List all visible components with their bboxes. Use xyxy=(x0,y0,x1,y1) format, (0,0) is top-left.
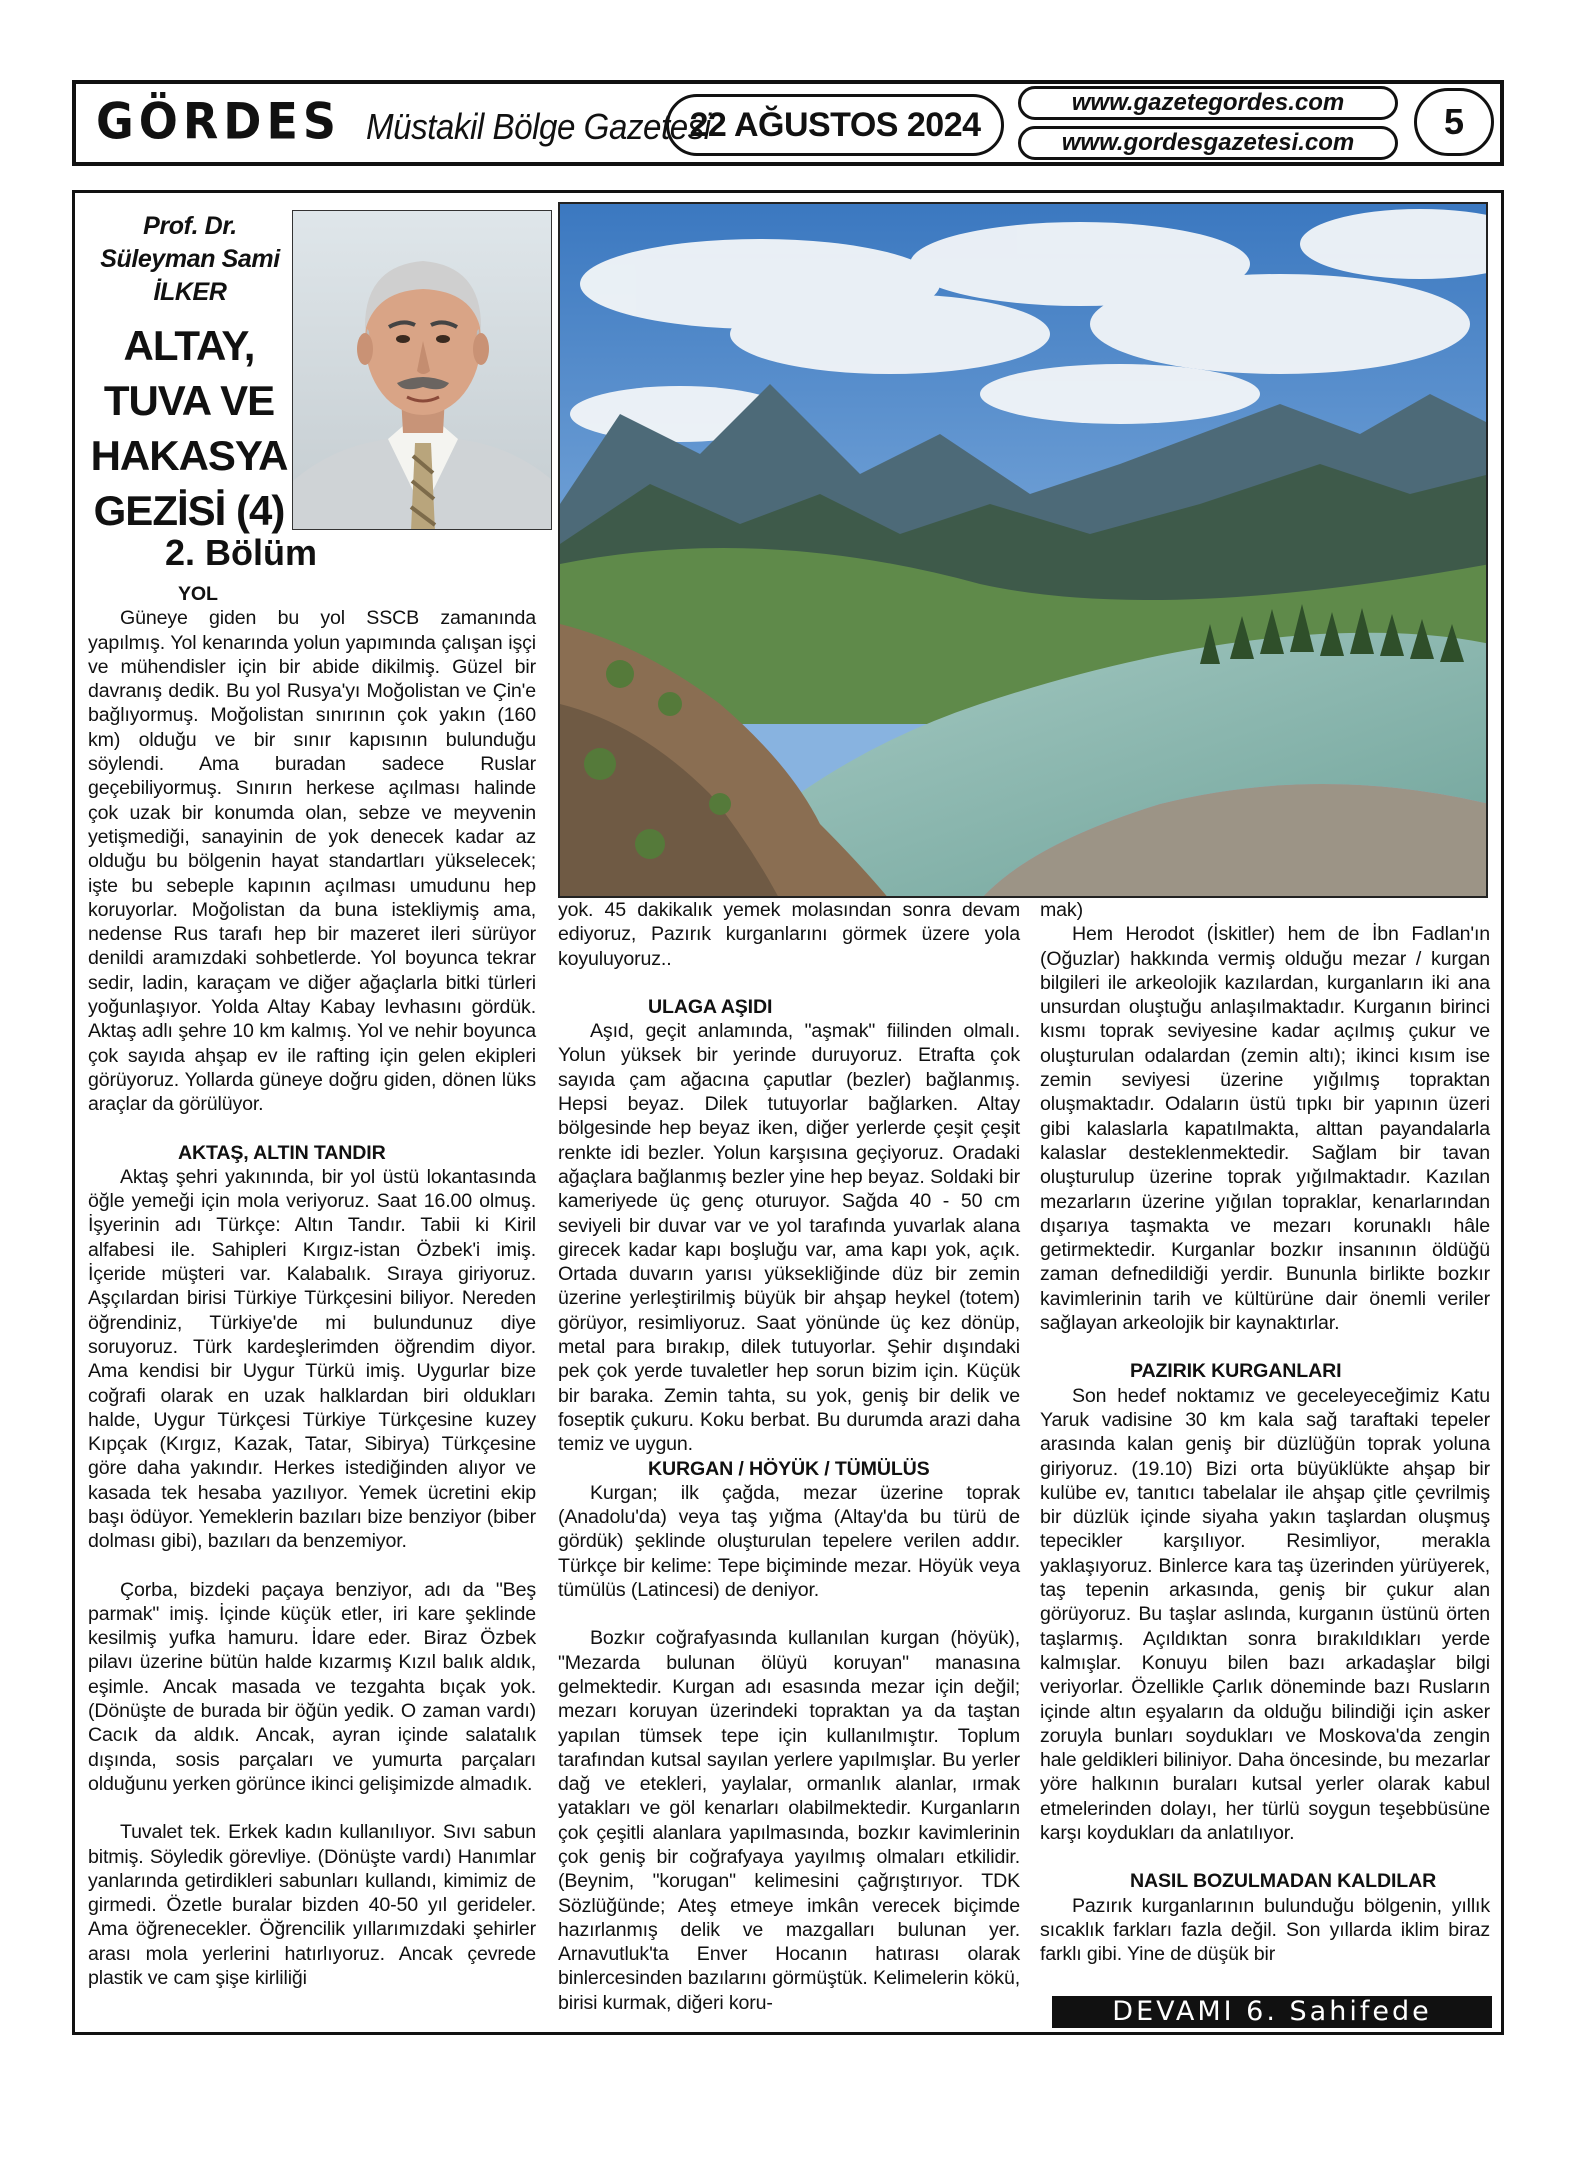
author-portrait-image xyxy=(293,211,552,530)
paragraph: yok. 45 dakikalık yemek molasından sonra devam ediyoruz, Pazırık kurganlarını görmek üzere yola koyuluyoruz.. xyxy=(558,899,1020,970)
section-heading: 2. Bölüm xyxy=(165,532,318,573)
newspaper-name: GÖRDES xyxy=(96,91,342,151)
subheading-ulaga: ULAGA AŞIDI xyxy=(648,995,773,1018)
author-title: Prof. Dr. xyxy=(143,212,237,240)
title-line: TUVA VE xyxy=(103,377,275,424)
page-number: 5 xyxy=(1414,88,1494,156)
paragraph: Güneye giden bu yol SSCB zamanında yapılmış. Yol kenarında yolun yapımında çalışan işçi ve mühendisler için bir abide dikilmiş. Güzel bir davranış dedik. Bu yol Rusya'yı Moğolistan ve Çin'e bağlıyormuş. Moğolistan sınırının çok yakın (160 km) olduğu ve bir sınır kapısının bulunduğu söylendi. Ama buradan sadece Ruslar geçebiliyormuş. Sınırın herkese açılması halinde çok uzak bir konumda olan, sebze ve meyvenin yetişmediği, sanayinin de yok denecek kadar az olduğu bu bölgenin hayat standartları yükselecek; işte bu sebeple kapının açılması umudunu hep koruyorlar. Moğolistan da buna istekliymiş ama, nedense Rus tarafı hep bir mazeret ileri sürüyor denildi aramızdaki sohbetlerde. Yol boyunca tekrar sedir, ladin, karaçam ve diğer ağaçlarla bitki türleri yoğunlaşıyor. Yolda Altay Kabay levhasını gördük. Aktaş adlı şehre 10 km kalmış. Yol ve nehir boyunca çok sayıda ahşap ev ile rafting için gelen ekipleri görüyoruz. Yollarda güneye doğru giden, dönen lüks araçlar da görülüyor. xyxy=(88,607,536,1116)
website-link-1[interactable]: www.gazetegordes.com xyxy=(1018,86,1398,120)
article-title xyxy=(84,318,294,538)
title-line: HAKASYA xyxy=(90,432,288,479)
title-line: GEZİSİ (4) xyxy=(93,487,285,534)
newspaper-subtitle: Müstakil Bölge Gazetesi xyxy=(366,106,711,147)
column-1 xyxy=(88,582,536,1990)
subheading-aktas: AKTAŞ, ALTIN TANDIR xyxy=(178,1141,386,1164)
paragraph: Pazırık kurganlarının bulunduğu bölgenin, yıllık sıcaklık farkları fazla değil. Son yıllarda iklim biraz farklı gibi. Yine de düşük bir xyxy=(1040,1894,1490,1966)
continued-on-page-banner: DEVAMI 6. Sahifede xyxy=(1052,1996,1492,2028)
paragraph: Bozkır coğrafyasında kullanılan kurgan (höyük), "Mezarda bulunan ölüyü koruyan" manasına gelmektedir. Kurgan adı esasında mezar için değil; mezarı koruyan üzerindeki topraktan ya da taştan yapılan tümsek tepe için kullanılmıştır. Toplum tarafından kutsal sayılan yerlere yapılmışlar. Bu yerler dağ ve etekleri, yaylalar, ormanlık alanlar, ırmak yatakları ve göl kenarları olabilmektedir. Kurganların çok çeşitli alanlara yapılmasında, bozkır kavimlerinin çok geniş bir coğrafyaya yayılmış olmaları etkilidir. (Beynim, "korugan" kelimesini çağrıştırıyor. TDK Sözlüğünde; Ateş etmeye imkân verecek biçimde hazırlanmış delik ve mazgalları bulunan yer. Arnavutluk'ta Enver Hocanın hatırası olarak binlercesinden bazılarını görmüştük. Kelimelerin kökü, birisi kurmak, diğeri koru- xyxy=(558,1627,1020,2014)
subheading-kurgan: KURGAN / HÖYÜK / TÜMÜLÜS xyxy=(648,1457,930,1480)
altay-river-valley-image xyxy=(560,204,1488,898)
author-portrait xyxy=(292,210,552,530)
landscape-photo xyxy=(558,202,1488,898)
paragraph: mak) xyxy=(1040,899,1083,921)
author-byline xyxy=(90,210,290,309)
subheading-nasil: NASIL BOZULMADAN KALDILAR xyxy=(1130,1870,1437,1893)
website-link-2[interactable]: www.gordesgazetesi.com xyxy=(1018,126,1398,160)
paragraph: Aşıd, geçit anlamında, "aşmak" fiilinden olmalı. Yolun yüksek bir yerinde duruyoruz. Etrafta çok sayıda çam ağacına çaputlar (bezler) bağlanmış. Hepsi beyaz. Dilek tutuyorlar bağlarken. Altay bölgesinde hep beyaz iken, diğer yerlerde çeşit çeşit renkte idi bezler. Yolun karşısına geçiyoruz. Oradaki ağaçlara bağlanmış bezler yine hep beyaz. Soldaki bir kameriyede üç genç oturuyor. Sağda 40 - 50 cm seviyeli bir duvar var ve yol tarafında yuvarlak alana girecek kadar kapı boşluğu var, ama kapı yok, açık. Ortada duvarın yarısı yüksekliğinde düz bir zemin üzerine yerleştirilmiş büyük bir ahşap heykel (totem) görüyor, resimliyoruz. Saat yönünde üç kez dönüp, metal para bırakıp, dilek tutuyorlar. Şehir dışındaki pek çok yerde tuvaletler hep sorun bizim için. Küçük bir baraka. Zemin tahta, su yok, geniş bir delik ve foseptik çukuru. Koku berbat. Bu durumda arazi daha temiz ve uygun. xyxy=(558,1020,1020,1456)
subheading-pazirik: PAZIRIK KURGANLARI xyxy=(1130,1360,1342,1383)
author-surname: İLKER xyxy=(153,278,227,306)
subheading-yol: YOL xyxy=(178,583,218,605)
paragraph: Çorba, bizdeki paçaya benziyor, adı da "Beş parmak" imiş. İçinde küçük etler, iri kare şeklinde kesilmiş yufka hamuru. İdare eder. Biraz Özbek pilavı üzerine bütün halde kızarmış Kızıl balık aldık, eşimle. Ancak masada ve tezgahta bıçak yok. (Dönüşte de burada bir öğün yedik. O zaman vardı) Cacık da aldık. Ancak, ayran içinde salatalık dışında, sosis parçaları ve yumurta parçaları olduğunu yerken görünce ikinci gelişimizde almadık. xyxy=(88,1578,536,1795)
masthead xyxy=(72,80,1504,166)
issue-date: 22 AĞUSTOS 2024 xyxy=(666,94,1004,156)
column-2 xyxy=(558,898,1020,2015)
column-3 xyxy=(1040,898,1490,1966)
author-name: Süleyman Sami xyxy=(100,245,280,273)
paragraph: Son hedef noktamız ve geceleyeceğimiz Katu Yaruk vadisine 30 km kala sağ taraftaki tepeler arasında kalan geniş bir düzlüğün toprak yoluna giriyoruz. (19.10) Bizi orta büyüklükte ahşap bir kulübe ev, tanıtıcı tabelalar ile ahşap çitle çevrilmiş bir düzlük içinde siyaha yakın taşlardan oluşmuş tepecikler karşılıyor. Resimliyor, merakla yaklaşıyoruz. Binlerce kara taş üzerinden yürüyerek, taş tepenin arkasında, geniş bir çukur alan görüyoruz. Bu taşlar aslında, kurganın üstünü örten taşlarmış. Açıldıktan sonra bırakıldıkları yerde kalmışlar. Konuyu bilen bazı arkadaşlar bilgi veriyorlar. Özellikle Çarlık döneminde bazı Rusların içinde altın eşyaların da olduğu bilindiği için asker zoruyla bunları soydukları ve Moskova'da zengin hale geldikleri biliniyor. Daha öncesinde, bu mezarlar yöre halkının buraları kutsal yerler olarak kabul etmelerinden dolayı, her türlü soygun teşebbüsüne karşı koydukları da anlatılıyor. xyxy=(1040,1384,1490,1844)
paragraph: Kurgan; ilk çağda, mezar üzerine toprak (Anadolu'da) veya taş yığma (Altay'da bu türü de gördük) şeklinde oluşturulan tepelere verilen addır. Türkçe bir kelime: Tepe biçiminde mezar. Höyük veya tümülüs (Latincesi) de deniyor. xyxy=(558,1481,1020,1602)
paragraph: Aktaş şehri yakınında, bir yol üstü lokantasında öğle yemeği için mola veriyoruz. Saat 16.00 olmuş. İşyerinin adı Türkçe: Altın Tandır. Tabii ki Kiril alfabesi ile. Sahipleri Kırgız-istan Özbek'i imiş. İçeride müşteri var. Kalabalık. Sıraya giriyoruz. Aşçılardan birisi Türkiye Türkçesini biliyor. Nereden öğrendiniz, Türkiye'de mi bulundunuz diye soruyoruz. Türk kardeşlerimden öğrendim diyor. Ama kendisi bir Uygur Türkü imiş. Uygurlar bize coğrafi olarak en uzak halklardan biri oldukları halde, Uygur Türkçesi Türkiye Türkçesine kuzey Kıpçak (Kırgız, Kazak, Tatar, Sibirya) Türkçesine göre daha yakındır. Herkes istediğinden alıyor ve kasada tek hesaba yazılıyor. Yemek ücretini ekip başı ödüyor. Yemeklerin bazıları bize benziyor (biber dolması gibi), bazıları da benzemiyor. xyxy=(88,1165,536,1553)
title-line: ALTAY, xyxy=(123,322,255,369)
paragraph: Tuvalet tek. Erkek kadın kullanılıyor. Sıvı sabun bitmiş. Söyledik görevliye. (Dönüşte vardı) Hanımlar yanlarında getirdikleri sabunları kullandı, kimimiz de girmedi. Özetle buralar bizden 40-50 yıl gerideler. Ama öğrenecekler. Öğrencilik yıllarımızdaki şehirler arası mola yerlerini hatırlıyoruz. Ancak çevrede plastik ve cam şişe kirliliği xyxy=(88,1821,536,1990)
paragraph: Hem Herodot (İskitler) hem de İbn Fadlan'ın (Oğuzlar) hakkında vermiş olduğu mezar / kurgan bilgileri ile arkeolojik kazılardan, kurganların iki ana unsurdan oluştuğu anlaşılmaktadır. Kurganın birinci kısmı toprak seviyesine kadar açılmış çukur ve oluşturulan odalardan (zemin altı); ikinci kısım ise zemin seviyesi üzerine yığılmış topraktan oluşmaktadır. Odaların üstü tıpkı bir yapının üzeri gibi kalaslarla kapatılmakta, alttan payandalarla kalaslar desteklenmektedir. Sağlam bir tavan oluşturulup üzerine toprak yığılmaktadır. Kazılan mezarların üzerine yığılan topraklar, kenarlarından dışarıya taşmakta ve mezarı korunaklı hâle getirmektedir. Kurganlar bozkır insanının öldüğü zaman defnedildiği yerdir. Bununla birlikte bozkır kavimlerinin tarih ve kültürüne dair önemli veriler sağlayan arkeolojik bir kaynaktırlar. xyxy=(1040,923,1490,1335)
